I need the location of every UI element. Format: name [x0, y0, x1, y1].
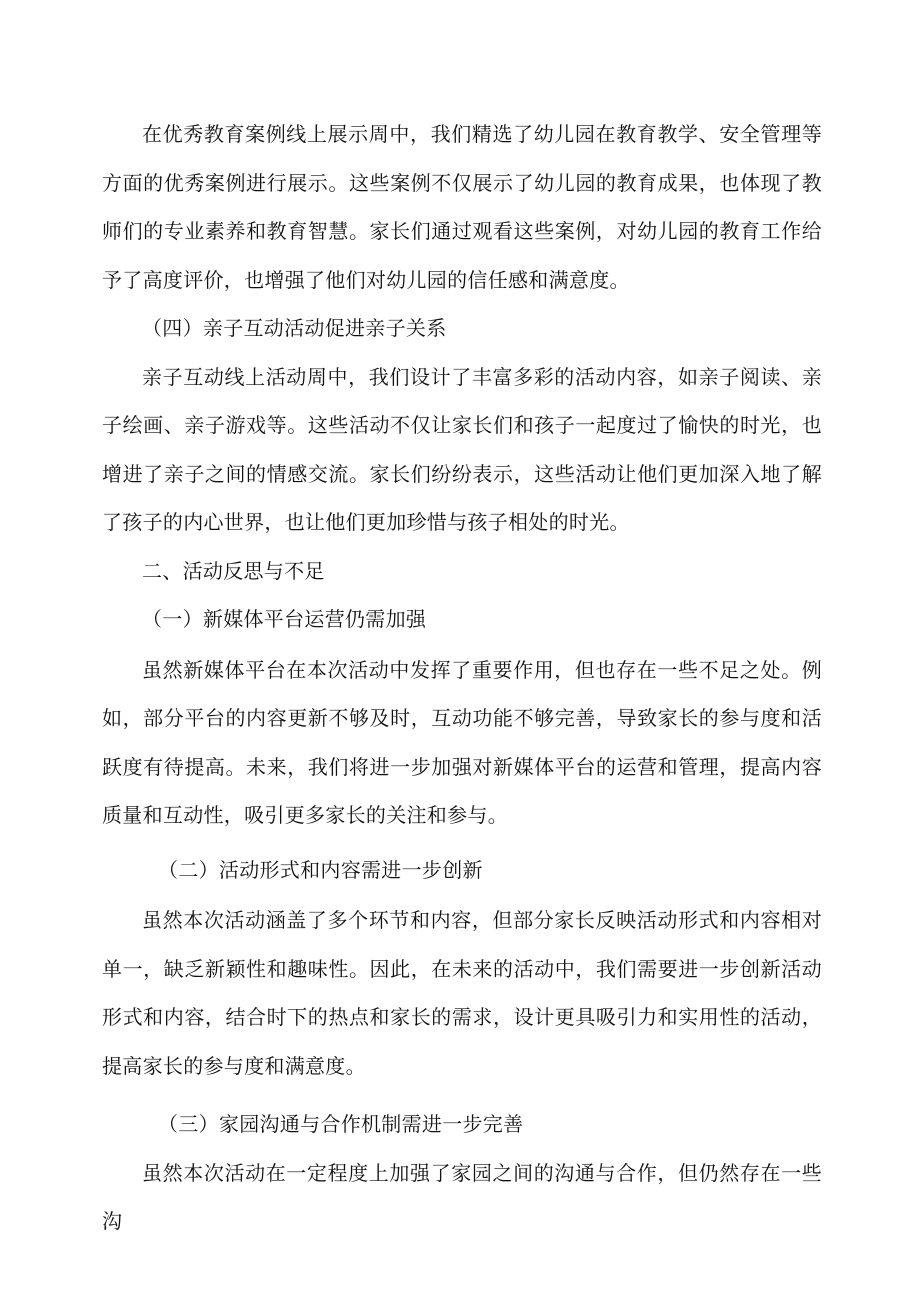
paragraph-new-media: 虽然新媒体平台在本次活动中发挥了重要作用，但也存在一些不足之处。例如，部分平台的内容更新不够及时，互动功能不够完善，导致家长的参与度和活跃度有待提高。未来，我们将进一步加强对新媒体平台的运营和管理，提高内容质量和互动性，吸引更多家长的关注和参与。 [102, 657, 822, 827]
document-body [102, 110, 822, 1246]
paragraph-home-school-communication: 虽然本次活动在一定程度上加强了家园之间的沟通与合作，但仍然存在一些沟 [102, 1160, 822, 1233]
heading-reflection: 二、活动反思与不足 [142, 558, 325, 583]
heading-activity-innovation: （二）活动形式和内容需进一步创新 [158, 857, 483, 882]
paragraph-parent-child-activity: 亲子互动线上活动周中，我们设计了丰富多彩的活动内容，如亲子阅读、亲子绘画、亲子游戏等。这些活动不仅让家长们和孩子一起度过了愉快的时光，也增进了亲子之间的情感交流。家长们纷纷表示，这些活动让他们更加深入地了解了孩子的内心世界，也让他们更加珍惜与孩子相处的时光。 [102, 364, 822, 534]
paragraph-activity-innovation: 虽然本次活动涵盖了多个环节和内容，但部分家长反映活动形式和内容相对单一，缺乏新颖性和趣味性。因此，在未来的活动中，我们需要进一步创新活动形式和内容，结合时下的热点和家长的需求，设计更具吸引力和实用性的活动，提高家长的参与度和满意度。 [102, 908, 822, 1078]
heading-parent-child-activity: （四）亲子互动活动促进亲子关系 [142, 316, 447, 340]
heading-home-school-communication: （三）家园沟通与合作机制需进一步完善 [158, 1112, 524, 1136]
heading-new-media: （一）新媒体平台运营仍需加强 [142, 607, 427, 631]
paragraph-case-showcase: 在优秀教育案例线上展示周中，我们精选了幼儿园在教育教学、安全管理等方面的优秀案例进行展示。这些案例不仅展示了幼儿园的教育成果，也体现了教师们的专业素养和教育智慧。家长们通过观看这些案例，对幼儿园的教育工作给予了高度评价，也增强了他们对幼儿园的信任感和满意度。 [102, 122, 822, 292]
